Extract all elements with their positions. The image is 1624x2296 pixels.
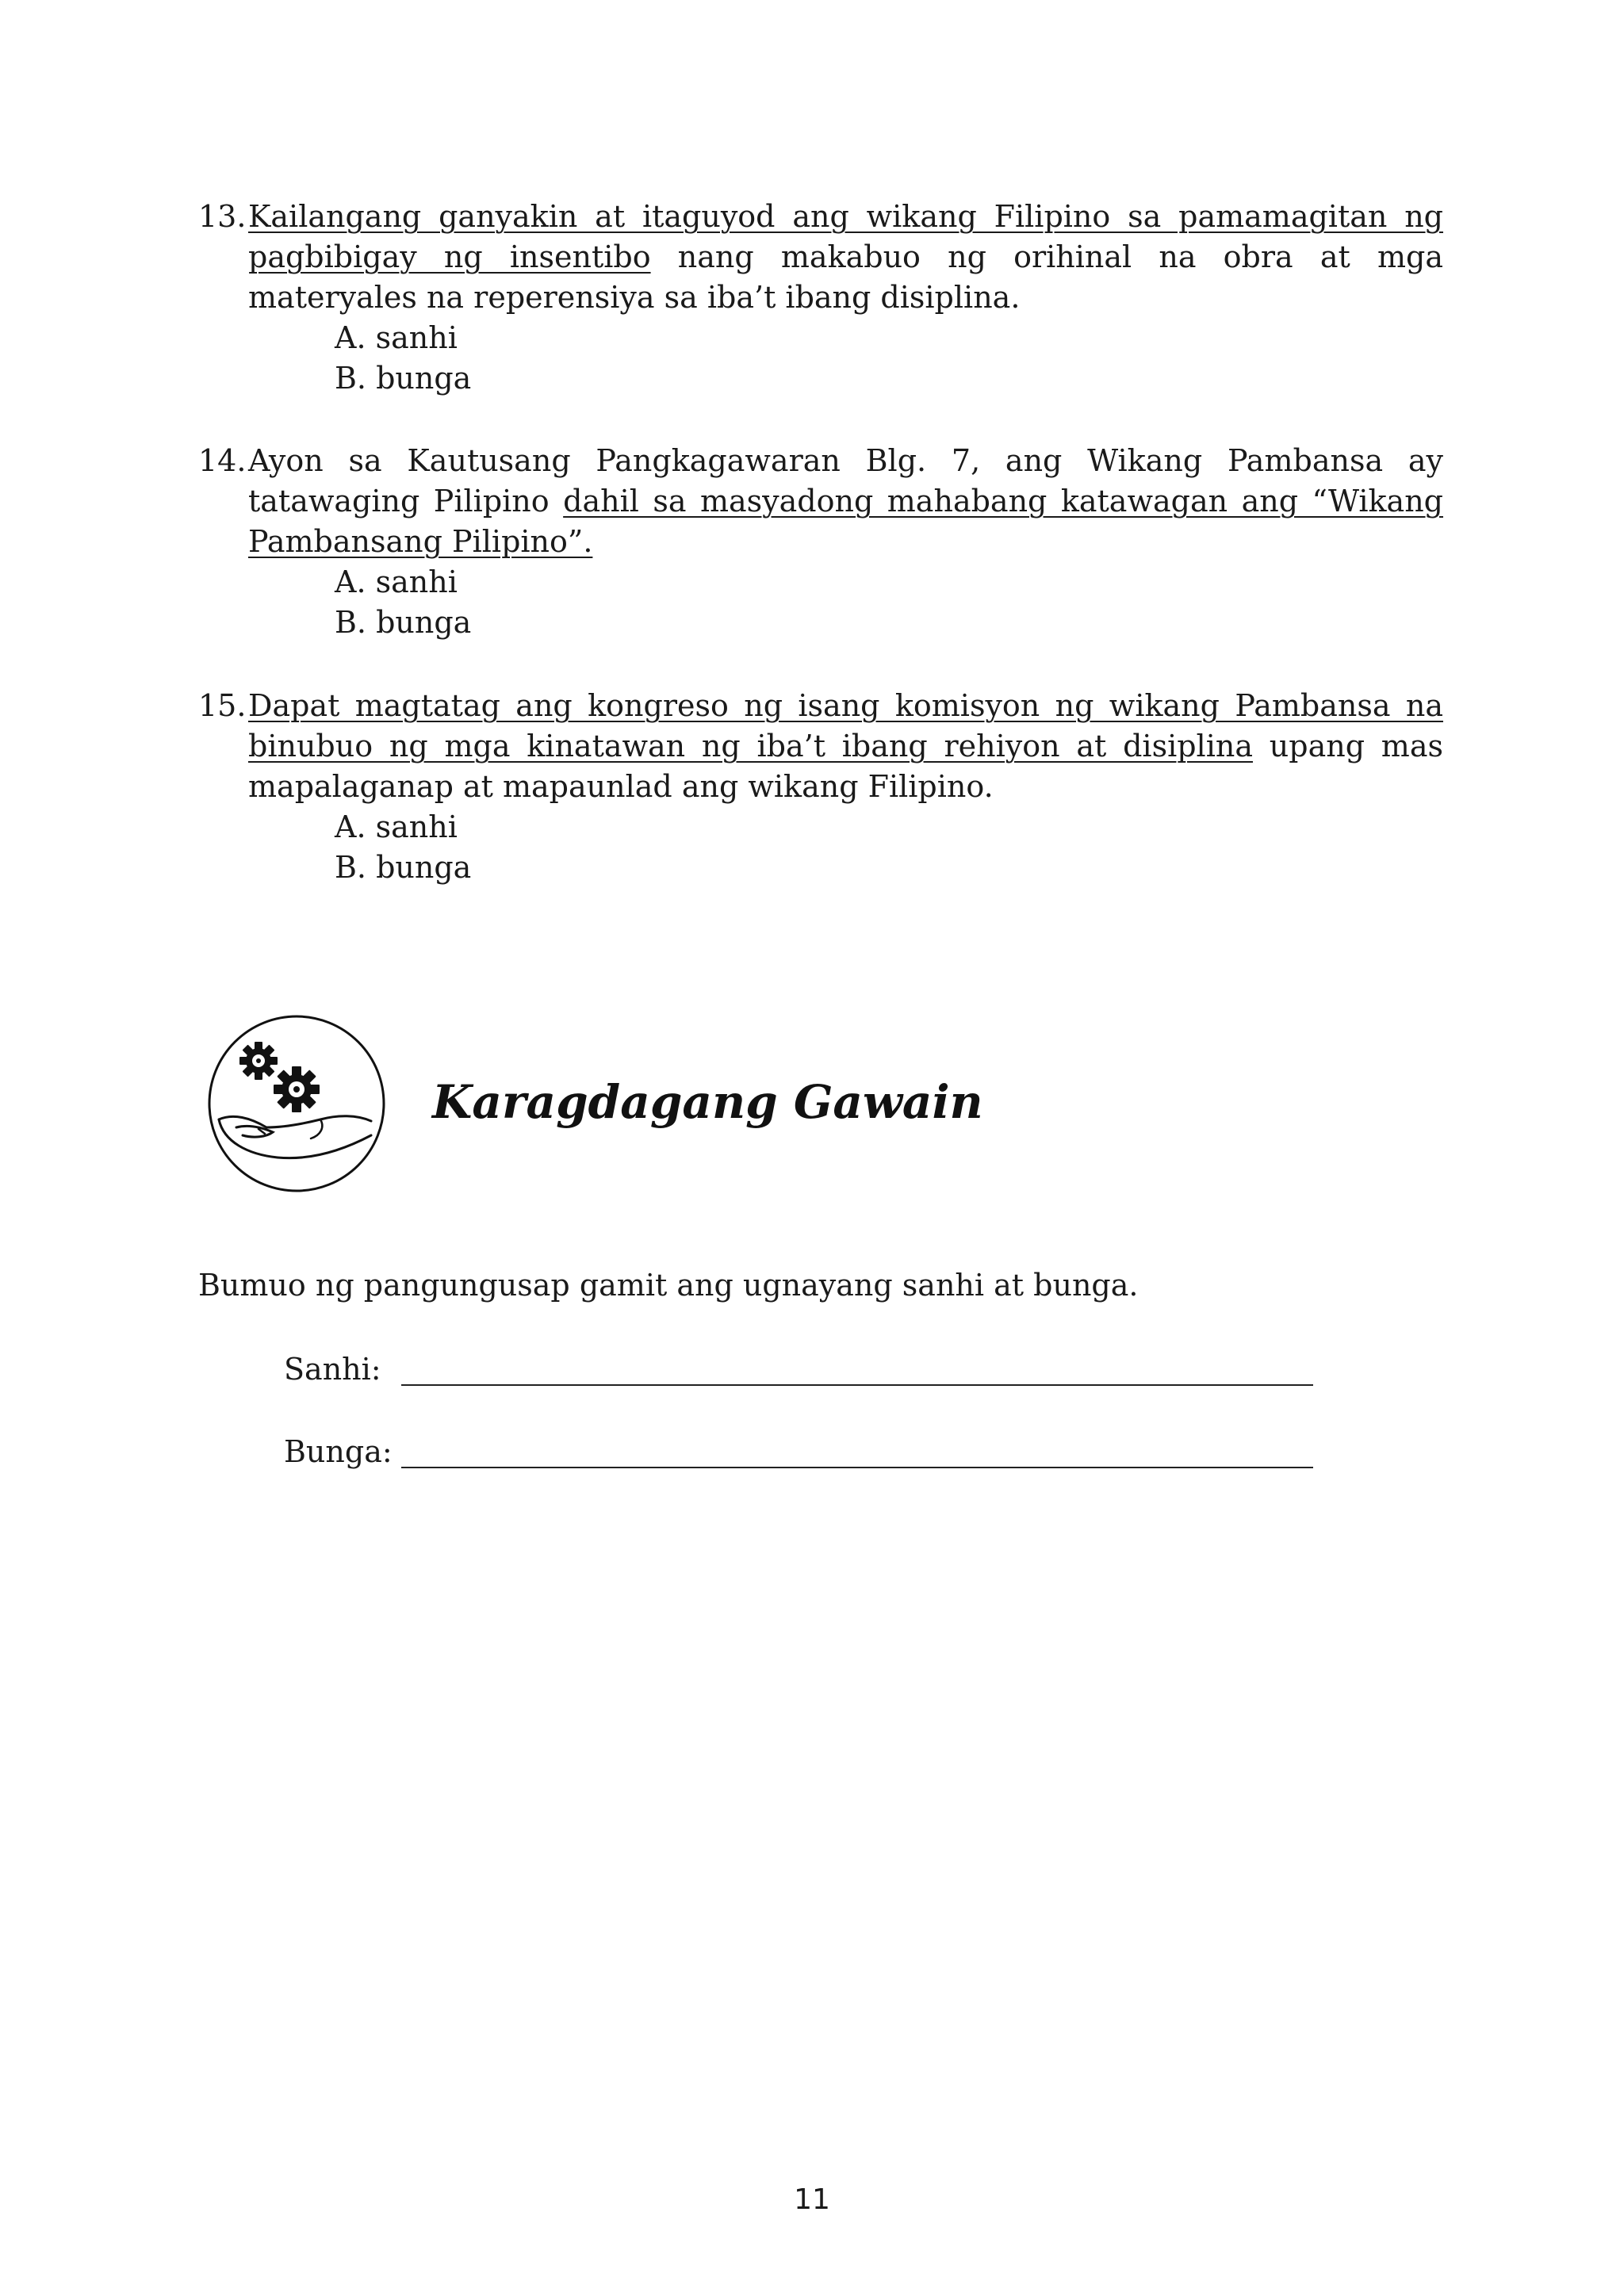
bunga-answer-row [284, 1432, 1315, 1472]
underlined-clause: Dapat magtatag ang kongreso ng isang komisyon ng wikang Pambansa na binubuo ng mga kinatawan ng iba’t ibang rehiyon at disiplina [248, 688, 1443, 763]
question-number: 13. [198, 199, 247, 234]
bunga-label: Bunga: [284, 1434, 393, 1469]
question-15 [198, 686, 1443, 888]
option-a[interactable]: A. sanhi [335, 320, 458, 355]
section-title: Karagdagang Gawain [432, 1075, 983, 1129]
question-text [248, 197, 1443, 318]
plain-clause: Ayon sa Kautusang Pangkagawaran Blg. 7, ang Wikang Pambansa ay tatawaging Pilipino [248, 443, 1443, 519]
question-14 [198, 441, 1443, 643]
option-b[interactable]: B. bunga [335, 605, 472, 640]
instruction-text: Bumuo ng pangungusap gamit ang ugnayang sanhi at bunga. [198, 1268, 1139, 1303]
sanhi-label: Sanhi: [284, 1352, 381, 1387]
question-13 [198, 197, 1443, 399]
option-a[interactable]: A. sanhi [335, 564, 458, 599]
underlined-clause: dahil sa masyadong mahabang katawagan ang “Wikang Pambansang Pilipino”. [248, 484, 1443, 559]
gears-on-hand-icon [201, 1008, 392, 1199]
question-text [248, 686, 1443, 807]
underlined-clause: Kailangang ganyakin at itaguyod ang wikang Filipino sa pamamagitan ng pagbibigay ng insentibo [248, 199, 1443, 274]
page-number: 11 [794, 2183, 830, 2216]
answer-options [335, 807, 1443, 888]
option-b[interactable]: B. bunga [335, 850, 472, 885]
plain-clause: nang makabuo ng orihinal na obra at mga materyales na reperensiya sa iba’t ibang disiplina. [248, 239, 1443, 315]
question-number: 15. [198, 688, 247, 723]
question-text [248, 441, 1443, 562]
sanhi-answer-row [284, 1349, 1315, 1390]
option-a[interactable]: A. sanhi [335, 809, 458, 844]
answer-options [335, 562, 1443, 643]
answer-options [335, 318, 1443, 399]
bunga-answer-line[interactable] [401, 1467, 1313, 1468]
option-b[interactable]: B. bunga [335, 361, 472, 396]
plain-clause: upang mas mapalaganap at mapaunlad ang wikang Filipino. [248, 729, 1443, 804]
question-number: 14. [198, 443, 247, 478]
sanhi-answer-line[interactable] [401, 1384, 1313, 1386]
